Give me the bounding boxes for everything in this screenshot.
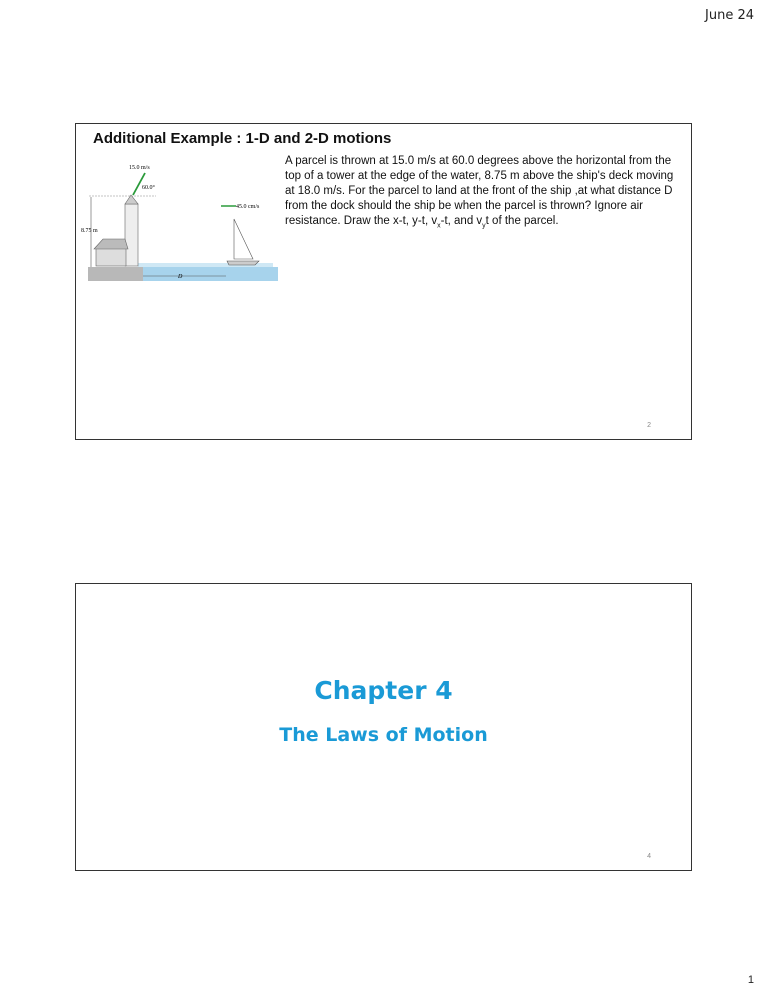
chapter-subtitle: The Laws of Motion bbox=[279, 724, 488, 746]
slide-number: 2 bbox=[647, 422, 651, 429]
subscript-x: x bbox=[437, 222, 441, 230]
page-number: 1 bbox=[747, 974, 754, 986]
slide-title: Additional Example : 1-D and 2-D motions bbox=[93, 130, 392, 147]
angle-label: 60.0° bbox=[142, 185, 155, 191]
velocity-label: 15.0 m/s bbox=[129, 165, 150, 171]
slide-number: 4 bbox=[647, 853, 651, 860]
distance-label: D bbox=[178, 274, 183, 280]
subscript-y: y bbox=[482, 222, 486, 230]
problem-text-tail: t of the parcel. bbox=[485, 215, 559, 227]
ship-speed-label: 45.0 cm/s bbox=[236, 204, 260, 210]
slide-2 bbox=[75, 123, 692, 440]
header-date: June 24 bbox=[705, 8, 754, 23]
slide-4 bbox=[75, 583, 692, 871]
chapter-title: Chapter 4 bbox=[314, 676, 453, 705]
problem-text-main: A parcel is thrown at 15.0 m/s at 60.0 degrees above the horizontal from the top of a tower at the edge of the water, 8.75 m above the ship's deck moving at 18.0 m/s. For the parcel to land at the front of the ship ,at what distance D from the dock should the ship be when the parcel is thrown? Ignore air resistance. Draw the x-t, y-t, v bbox=[285, 155, 674, 227]
problem-text bbox=[285, 154, 685, 233]
problem-text-mid: -t, and v bbox=[440, 215, 483, 227]
height-label: 8.75 m bbox=[81, 228, 98, 234]
lighthouse-diagram bbox=[81, 159, 281, 281]
